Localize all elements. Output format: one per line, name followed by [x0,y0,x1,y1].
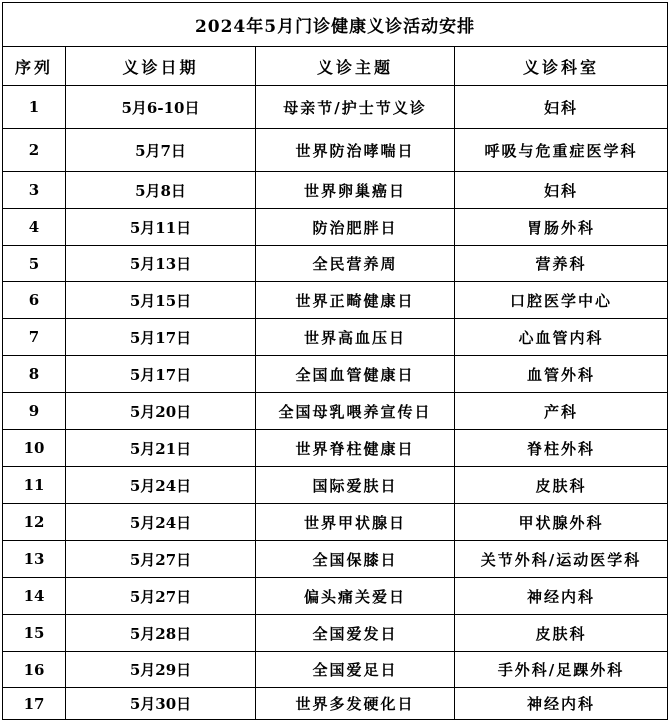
cell-department: 妇科 [455,172,668,209]
table-row [3,393,668,430]
table-row [3,319,668,356]
header-theme: 义诊主题 [256,47,455,86]
cell-department: 血管外科 [455,356,668,393]
cell-date: 5月17日 [66,356,256,393]
cell-department: 呼吸与危重症医学科 [455,129,668,172]
cell-date: 5月11日 [66,209,256,246]
cell-theme: 偏头痛关爱日 [256,578,455,615]
cell-theme: 世界脊柱健康日 [256,430,455,467]
cell-date: 5月21日 [66,430,256,467]
cell-department: 产科 [455,393,668,430]
table-row [3,282,668,319]
cell-theme: 母亲节/护士节义诊 [256,86,455,129]
cell-theme: 全国血管健康日 [256,356,455,393]
cell-department: 脊柱外科 [455,430,668,467]
cell-date: 5月7日 [66,129,256,172]
table-row [3,430,668,467]
cell-department: 妇科 [455,86,668,129]
cell-theme: 全国保膝日 [256,541,455,578]
cell-department: 神经内科 [455,578,668,615]
table-row [3,541,668,578]
cell-date: 5月29日 [66,652,256,688]
schedule-sheet [2,2,667,720]
header-date: 义诊日期 [66,47,256,86]
cell-department: 心血管内科 [455,319,668,356]
table-row [3,467,668,504]
cell-sequence: 9 [3,393,66,430]
cell-sequence: 15 [3,615,66,652]
cell-theme: 全国爱足日 [256,652,455,688]
cell-theme: 国际爱肤日 [256,467,455,504]
table-title: 2024年5月门诊健康义诊活动安排 [3,3,668,47]
cell-date: 5月24日 [66,467,256,504]
cell-sequence: 10 [3,430,66,467]
cell-sequence: 16 [3,652,66,688]
cell-sequence: 1 [3,86,66,129]
table-row [3,578,668,615]
cell-sequence: 13 [3,541,66,578]
cell-date: 5月28日 [66,615,256,652]
cell-sequence: 4 [3,209,66,246]
schedule-table [2,2,668,720]
cell-date: 5月20日 [66,393,256,430]
cell-theme: 全民营养周 [256,246,455,282]
cell-theme: 世界正畸健康日 [256,282,455,319]
cell-date: 5月30日 [66,688,256,720]
cell-sequence: 5 [3,246,66,282]
title-row [3,3,668,47]
table-row [3,209,668,246]
cell-department: 口腔医学中心 [455,282,668,319]
table-row [3,688,668,720]
cell-sequence: 2 [3,129,66,172]
cell-date: 5月8日 [66,172,256,209]
table-row [3,356,668,393]
cell-theme: 防治肥胖日 [256,209,455,246]
cell-date: 5月24日 [66,504,256,541]
cell-sequence: 3 [3,172,66,209]
cell-theme: 全国母乳喂养宣传日 [256,393,455,430]
cell-sequence: 7 [3,319,66,356]
header-department: 义诊科室 [455,47,668,86]
cell-department: 关节外科/运动医学科 [455,541,668,578]
cell-theme: 世界高血压日 [256,319,455,356]
table-row [3,652,668,688]
table-row [3,172,668,209]
cell-date: 5月17日 [66,319,256,356]
table-row [3,86,668,129]
table-row [3,129,668,172]
cell-sequence: 14 [3,578,66,615]
cell-sequence: 6 [3,282,66,319]
table-row [3,504,668,541]
cell-theme: 世界卵巢癌日 [256,172,455,209]
cell-theme: 全国爱发日 [256,615,455,652]
table-row [3,615,668,652]
cell-sequence: 12 [3,504,66,541]
cell-sequence: 8 [3,356,66,393]
cell-theme: 世界多发硬化日 [256,688,455,720]
cell-date: 5月6-10日 [66,86,256,129]
cell-department: 甲状腺外科 [455,504,668,541]
cell-sequence: 17 [3,688,66,720]
cell-department: 皮肤科 [455,615,668,652]
cell-theme: 世界防治哮喘日 [256,129,455,172]
header-row [3,47,668,86]
cell-department: 手外科/足踝外科 [455,652,668,688]
table-row [3,246,668,282]
cell-department: 营养科 [455,246,668,282]
cell-date: 5月27日 [66,578,256,615]
cell-date: 5月15日 [66,282,256,319]
cell-date: 5月27日 [66,541,256,578]
cell-theme: 世界甲状腺日 [256,504,455,541]
table-body [3,86,668,720]
header-sequence: 序列 [3,47,66,86]
cell-department: 皮肤科 [455,467,668,504]
cell-department: 胃肠外科 [455,209,668,246]
cell-department: 神经内科 [455,688,668,720]
cell-sequence: 11 [3,467,66,504]
cell-date: 5月13日 [66,246,256,282]
